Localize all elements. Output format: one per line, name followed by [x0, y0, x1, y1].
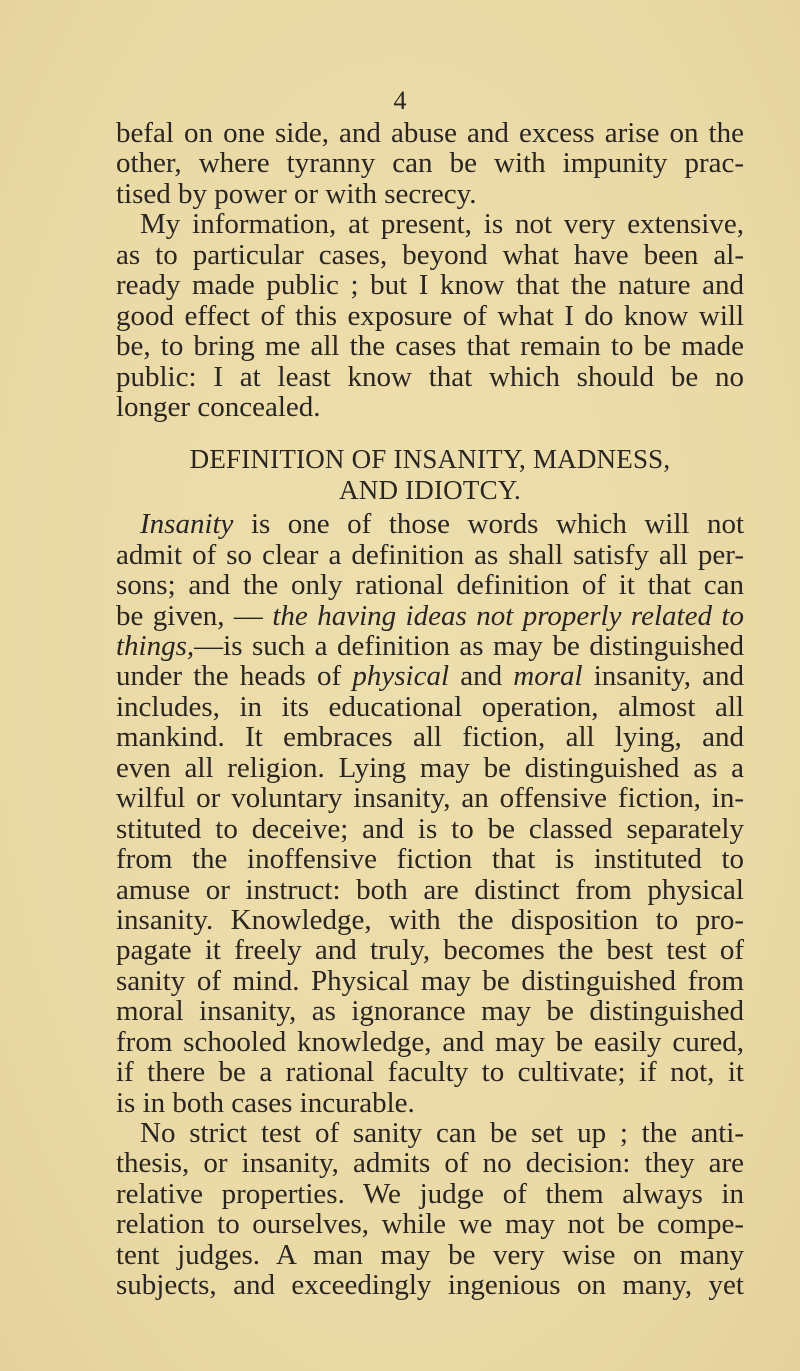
italic-term: physical	[352, 660, 450, 693]
text-line: from the inoffensive fiction that is instituted to	[116, 843, 744, 876]
text-line: pagate it freely and truly, becomes the best test of	[116, 934, 744, 967]
text-line: is in both cases incurable.	[116, 1086, 415, 1119]
text-line: wilful or voluntary insanity, an offensive fiction, in-	[116, 782, 744, 815]
paragraph-3	[116, 509, 744, 1118]
paragraph-4	[116, 1118, 744, 1301]
text-line: sons; and the only rational definition of it that can	[116, 569, 744, 602]
text-line: stituted to deceive; and is to be classed separately	[116, 812, 744, 845]
text-line: if there be a rational faculty to cultivate; if not, it	[116, 1056, 744, 1089]
text-line	[116, 661, 744, 691]
italic-term: Insanity	[140, 508, 234, 541]
text-run: insanity, and	[582, 660, 744, 693]
italic-definition: the having ideas not properly related to	[272, 599, 744, 632]
text-line: as to particular cases, beyond what have been al-	[116, 238, 744, 271]
text-line: sanity of mind. Physical may be distinguished from	[116, 964, 744, 997]
text-line: good effect of this exposure of what I do know will	[116, 299, 744, 332]
text-line: relation to ourselves, while we may not be compe-	[116, 1208, 744, 1241]
page-body	[116, 118, 744, 1301]
text-line: from schooled knowledge, and may be easily cured,	[116, 1025, 744, 1058]
text-line: ready made public ; but I know that the nature and	[116, 269, 744, 302]
text-run: and	[449, 660, 514, 693]
text-line	[116, 631, 744, 661]
heading-line-2: AND IDIOTCY.	[339, 474, 521, 505]
text-line: No strict test of sanity can be set up ; the anti-	[140, 1117, 744, 1149]
section-heading	[116, 444, 744, 505]
text-line	[116, 509, 744, 539]
text-line: admit of so clear a definition as shall satisfy all per-	[116, 538, 744, 571]
text-run: —is such a definition as may be distinguished	[194, 630, 744, 662]
text-line: relative properties. We judge of them always in	[116, 1177, 744, 1210]
text-line: My information, at present, is not very extensive,	[140, 208, 744, 241]
text-line: tised by power or with secrecy.	[116, 177, 477, 210]
paragraph-2	[116, 209, 744, 422]
italic-term: moral	[513, 660, 583, 693]
paragraph-1	[116, 118, 744, 209]
text-run: be given, —	[116, 599, 273, 632]
text-line: other, where tyranny can be with impunity prac-	[116, 147, 744, 180]
text-line: even all religion. Lying may be distinguished as a	[116, 751, 744, 784]
text-line: includes, in its educational operation, almost all	[116, 690, 744, 723]
text-line: mankind. It embraces all fiction, all lying, and	[116, 721, 744, 754]
text-line: moral insanity, as ignorance may be distinguished	[116, 995, 744, 1028]
text-line	[116, 601, 744, 631]
page-number: 4	[393, 86, 407, 115]
text-line: thesis, or insanity, admits of no decision: they are	[116, 1147, 744, 1180]
text-line: public: I at least know that which should be no	[116, 360, 744, 393]
text-run: under the heads of	[116, 660, 353, 693]
text-line: longer concealed.	[116, 390, 321, 423]
text-line: befal on one side, and abuse and excess arise on the	[116, 117, 744, 149]
text-line: insanity. Knowledge, with the disposition to pro-	[116, 903, 744, 936]
text-line: amuse or instruct: both are distinct from physical	[116, 873, 744, 906]
heading-line-1: DEFINITION OF INSANITY, MADNESS,	[189, 444, 671, 475]
italic-definition: things,	[116, 630, 195, 662]
text-line: be, to bring me all the cases that remain to be made	[116, 330, 744, 363]
text-run: is one of those words which will not	[233, 508, 744, 541]
text-line: tent judges. A man may be very wise on many	[116, 1238, 744, 1271]
text-line: subjects, and exceedingly ingenious on many, yet	[116, 1269, 744, 1302]
